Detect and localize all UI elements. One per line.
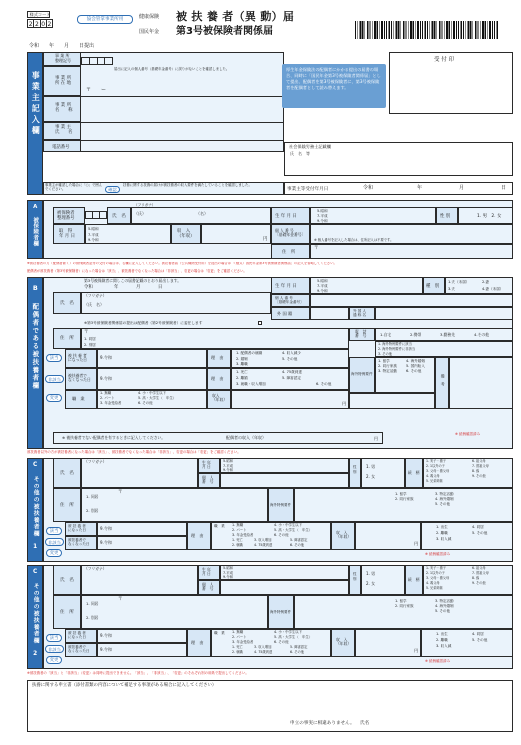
b-lost-reason-input[interactable]: 1. 死亡 2. 離婚 3. 就職・収入増加 4. 75歳到達 5. 障害認定 6. その他 bbox=[231, 368, 349, 390]
b-reason-input[interactable]: 1. 配偶者の就職 2. 婚姻 3. 離職 4. 収入減少 5. その他 bbox=[231, 349, 349, 368]
c1-address-label: 住 所 bbox=[53, 488, 81, 522]
c2-birth-input[interactable]: 5.昭和 7.平成 9.令和 bbox=[220, 565, 349, 580]
b-birth-input[interactable]: 5.昭和 7.平成 9.令和 bbox=[310, 277, 423, 294]
c1-confirm-mark: ※ 続柄確認済み bbox=[425, 552, 451, 556]
b-lost-label: 被扶養者で なくなった日 bbox=[65, 368, 97, 390]
c1-became-label: 被 扶 養 者 になった日 bbox=[65, 522, 97, 536]
a-sex-label: 性 別 bbox=[436, 207, 458, 224]
c2-overseas-input[interactable]: 1. 留学 2. 同行家族 3. 特定活動 4. 海外婚姻 5. その他 bbox=[294, 595, 513, 629]
c2-lost-date[interactable]: 9.令和 bbox=[97, 643, 187, 657]
c2-became-label: 被 扶 養 者 になった日 bbox=[65, 629, 97, 643]
b-occupation-input[interactable]: 1. 無職 2. パート 3. 年金受給者 4. 小・中学生以下 5. 高・大学生（ 年生） 6. その他 bbox=[97, 390, 207, 409]
c2-lost-label: 被扶養者で なくなった日 bbox=[65, 643, 97, 657]
a-income-label: 収 入 （年収） bbox=[171, 224, 201, 244]
phone-label: 電話番号 bbox=[43, 140, 81, 152]
b-confirm-mark: ※ 続柄確認済み bbox=[455, 432, 481, 436]
insurance-label-health: 健康保険 bbox=[139, 14, 160, 20]
office-address-postal: 〒 ー bbox=[86, 87, 107, 93]
office-label: 協会管掌事業所用 bbox=[77, 15, 133, 24]
c1-birth-input[interactable]: 5.昭和 7.平成 9.令和 bbox=[220, 458, 349, 473]
office-number-label: 事 業 所 整理記号 bbox=[43, 52, 81, 66]
c1-income-label: 収 入 （年収） bbox=[331, 522, 355, 550]
b-lost-reason-label: 理 由 bbox=[207, 368, 231, 390]
warning-3: 被扶養者以外の方が被扶養者になった場合は「該当」、被扶養者でなくなった場合は「非該当」、変更の場合は「変更」をご確認ください。 bbox=[27, 450, 241, 454]
a-income-input[interactable]: 円 bbox=[201, 224, 271, 244]
c1-sex-label: 性 別 bbox=[349, 458, 361, 488]
c1-income-input[interactable]: 円 bbox=[355, 522, 421, 550]
b-overseas-reason-input[interactable]: 1. 海外特例要件に該当 2. 海外特例要件に非該当 3. その他 bbox=[375, 341, 513, 357]
b-foreign-name-input[interactable] bbox=[375, 307, 513, 320]
form-code-digit: 2 bbox=[28, 21, 33, 28]
b-became-date[interactable]: 9.令和 bbox=[97, 349, 207, 368]
a-personal-no-input[interactable]: ※ 個人番号を記入した場合は、住所記入は不要です。 bbox=[310, 224, 513, 244]
form-code-label: 様式コード bbox=[27, 11, 50, 18]
b-income-input[interactable]: 円 bbox=[231, 390, 349, 409]
c2-personal-no-input[interactable] bbox=[220, 580, 349, 595]
c1-occupation-box[interactable]: 職 業 1. 無職 2. パート 3. 年金受給者 4. 小・中学生以下 5. 高・大学生（ 年生） 6. その他 1. 死亡 2. 就職 3. 収入増加 4. 75歳到達 5. 障害認定 6. その他 bbox=[211, 522, 331, 550]
c2-personal-no-label: 個 人 番 号 bbox=[198, 580, 220, 595]
a-sex-input[interactable]: 1. 男 2. 女 bbox=[458, 207, 513, 224]
a-insured-no-input[interactable] bbox=[85, 211, 107, 219]
b-remarks-label: 備 考 bbox=[435, 357, 449, 409]
form-code-digits bbox=[27, 19, 53, 28]
b-personal-no-input[interactable] bbox=[310, 294, 513, 307]
c1-birth-label: 生 年 月 日 bbox=[198, 458, 220, 473]
c1-address-input[interactable]: 1. 同居 2. 別居 〒 bbox=[81, 488, 268, 522]
confirm-oval[interactable]: 確認 bbox=[105, 186, 120, 193]
office-name-label: 事 業 所 名 称 bbox=[43, 96, 81, 122]
c2-relation-label: 続 柄 bbox=[405, 565, 423, 595]
form-code-digit: 0 bbox=[41, 21, 46, 28]
c2-status-change[interactable]: 変更 bbox=[46, 656, 62, 664]
c2-status-not-applicable[interactable]: 非該当 bbox=[45, 645, 64, 653]
a-insured-no-label: 被保険者 整理番号 bbox=[53, 207, 85, 224]
section-c1-tab: C その他の被扶養者欄 1 bbox=[27, 458, 43, 562]
c2-became-date[interactable]: 9.令和 bbox=[97, 629, 187, 643]
a-personal-no-label: 個 人 番 号 〔基礎年金番号〕 bbox=[271, 224, 310, 244]
sharoushi-box: 社会保険労務士記載欄 氏 名 等 bbox=[284, 142, 513, 176]
confirm-row: 事業主が確認した場合に「○」で囲んでください。 確認 扶養に関する扶養の届けが被扶養者の収入要件を満たしていることを確認しました。 bbox=[43, 182, 284, 195]
c2-address-label: 住 所 bbox=[53, 595, 81, 629]
title-line-1: 被 扶 養 者（異 動）届 bbox=[176, 10, 295, 23]
b-occupation-label: 職 業 bbox=[65, 390, 97, 409]
b-overseas-label: 海外特例要件 bbox=[349, 357, 375, 393]
c1-name-label: 氏 名 bbox=[53, 458, 81, 488]
c2-income-label: 収 入 （年収） bbox=[331, 629, 355, 657]
form-code-digit: 2 bbox=[34, 21, 39, 28]
b-became-label: 被 扶 養 者 になった日 bbox=[65, 349, 97, 368]
b-birth-label: 生 年 月 日 bbox=[271, 277, 310, 294]
c2-address-input[interactable]: 1. 同居 2. 別居 〒 bbox=[81, 595, 268, 629]
c1-lost-label: 被扶養者で なくなった日 bbox=[65, 536, 97, 550]
c1-reason-input[interactable]: 1. 出生 2. 離職 3. 収入減 4. 同居 5. その他 bbox=[421, 522, 513, 550]
receipt-date-row: 事業主等受付年月日 令和 年 月 日 bbox=[284, 182, 513, 195]
insurance-label-pension: 国民年金 bbox=[139, 29, 160, 35]
c1-status-change[interactable]: 変更 bbox=[46, 549, 62, 557]
warning-2: 配偶者が被扶養者（第3号被保険者）になった場合は「該当」、被扶養者でなくなった場合は「非該当」、変更の場合は「変更」をご確認ください。 bbox=[27, 269, 247, 273]
a-address-input[interactable]: 〒 bbox=[310, 244, 513, 259]
b-foreign-label: 外 国 籍 bbox=[271, 307, 310, 320]
my-number-note: 届出に記入の個人番号（基礎年金番号）に誤りがないことを確認しました。 bbox=[114, 67, 230, 71]
a-birth-label: 生 年 月 日 bbox=[271, 207, 310, 224]
b-status-applicable[interactable]: 該当 bbox=[46, 354, 62, 362]
statement-box[interactable]: 扶養に関する申立書（添付書類の内容について補足する事項がある場合に記入してください） 申立の事実に相違ありません。 氏名 bbox=[27, 680, 513, 732]
c1-personal-no-input[interactable] bbox=[220, 473, 349, 488]
c1-status-applicable[interactable]: 該当 bbox=[46, 527, 62, 535]
b-name-input[interactable]: （フリガナ） （氏 名） bbox=[81, 292, 271, 314]
spouse-notice: 厚生年金保険法の配偶者にかかる提出の届書の場合、同時に「国民年金第3号被保険者関係届」として提出、配偶者を第3号被保険者に、第3号被保険者を配偶者として読み替えます。 bbox=[282, 64, 386, 108]
c1-became-date[interactable]: 9.令和 bbox=[97, 522, 187, 536]
b-phone-input[interactable]: 1.自宅 2.携帯 3.勤務先 4.その他 bbox=[375, 328, 513, 341]
b-lost-date[interactable]: 9.令和 bbox=[97, 368, 207, 390]
section-b-tab: B 配偶者である被扶養者欄 bbox=[27, 277, 43, 449]
c1-lost-date[interactable]: 9.令和 bbox=[97, 536, 187, 550]
c2-sex-label: 性 別 bbox=[349, 565, 361, 595]
b-address-label: 住 所 bbox=[53, 328, 81, 349]
c2-overseas-label: 海外特例要件 bbox=[268, 595, 294, 629]
section-c2-tab: C その他の被扶養者欄 2 bbox=[27, 565, 43, 669]
a-acquire-input[interactable]: 5.昭和 7.平成 9.令和 bbox=[85, 224, 171, 244]
b-address-input[interactable]: 〒 1. 同居 2. 別居 bbox=[81, 328, 349, 349]
b-status-change[interactable]: 変更 bbox=[46, 394, 62, 402]
c2-sex-input[interactable]: 1. 男 2. 女 bbox=[361, 565, 405, 595]
a-name-label: 氏 名 bbox=[107, 207, 131, 224]
a-birth-input[interactable]: 5.昭和 7.平成 9.令和 bbox=[310, 207, 436, 224]
employer-section-tab: 事業主記入欄 bbox=[27, 52, 43, 195]
b-income-label: 収入 （年収） bbox=[207, 390, 231, 409]
c2-name-label: 氏 名 bbox=[53, 565, 81, 595]
c2-birth-label: 生 年 月 日 bbox=[198, 565, 220, 580]
b-phone-label: 電 話 番 号 bbox=[349, 328, 375, 341]
barcode bbox=[355, 21, 499, 39]
receipt-stamp-box bbox=[389, 52, 513, 114]
c2-reason-label: 理 由 bbox=[187, 629, 211, 657]
b-reason-label: 理 由 bbox=[207, 349, 231, 368]
warning-1: ※被扶養者の方（配偶者除く）の被保険者証等の交付の場合は、右欄に記入してください。被扶養者届（公共機関受付用）を提出の場合は「（様式）国民年金第3号被保険者関係届」の記入を省略してください。 bbox=[27, 262, 337, 265]
c2-status-applicable[interactable]: 該当 bbox=[46, 634, 62, 642]
b-overseas-input[interactable]: 1. 留学 2. 同行家族 3. 特定活動 4. 海外婚姻 5. 国内転入 6. その他 bbox=[375, 357, 435, 393]
b-foreign-name-label: 外 国 人 通 称 名 bbox=[349, 307, 375, 320]
c2-confirm-mark: ※ 続柄確認済み bbox=[425, 659, 451, 663]
c2-reason-input[interactable]: 1. 出生 2. 離職 3. 収入減 4. 同居 5. その他 bbox=[421, 629, 513, 657]
title-line-2: 第3号被保険者関係届 bbox=[176, 26, 273, 37]
c2-name-input[interactable]: （フリガナ） bbox=[81, 565, 198, 595]
b-delegate-note: ※第3号被保険者関係届の提出は配偶者（第2号被保険者）に委任します bbox=[84, 321, 203, 325]
c1-sex-input[interactable]: 1. 男 2. 女 bbox=[361, 458, 405, 488]
submit-date: 令和 年 月 日提出 bbox=[29, 43, 95, 49]
c1-overseas-label: 海外特例要件 bbox=[268, 488, 294, 522]
c1-relation-label: 続 柄 bbox=[405, 458, 423, 488]
office-address-label: 事 業 所 所 在 地 bbox=[43, 66, 81, 96]
b-foreign-input[interactable] bbox=[310, 307, 349, 320]
owner-name-label: 事 業 主 氏 名 bbox=[43, 122, 81, 140]
c2-income-input[interactable]: 円 bbox=[355, 629, 421, 657]
office-address-input[interactable] bbox=[81, 77, 284, 96]
receipt-label: 受 付 印 bbox=[434, 57, 454, 63]
b-footer-row: ※ 被扶養者でない配偶者を有するときに記入してください。 配偶者の収入（年収） 円 bbox=[53, 432, 383, 444]
form-code-digit: 2 bbox=[47, 21, 52, 28]
c2-relation-input[interactable]: 1. 実子・養子 2. 1以外の子 3. 父母・養父母 4. 義父母 5. 兄弟姉妹 6. 祖父母 7. 曾祖父母 8. 孫 9. その他 bbox=[423, 565, 513, 595]
b-remarks-input[interactable] bbox=[449, 357, 513, 409]
c1-status-not-applicable[interactable]: 非該当 bbox=[45, 538, 64, 546]
c1-name-input[interactable]: （フリガナ） bbox=[81, 458, 198, 488]
b-kind-label: 種 別 bbox=[423, 277, 445, 294]
warning-4: ※被扶養者の「該当」と「非該当」（変更）は同時に提出できません。「該当」、「非該当」、「変更」のそれぞれ別の用紙で提出してください。 bbox=[27, 671, 249, 675]
c1-reason-label: 理 由 bbox=[187, 522, 211, 550]
b-name-label: 氏 名 bbox=[53, 292, 81, 314]
c1-personal-no-label: 個 人 番 号 bbox=[198, 473, 220, 488]
c1-overseas-input[interactable]: 1. 留学 2. 同行家族 3. 特定活動 4. 海外婚姻 5. その他 bbox=[294, 488, 513, 522]
office-number-input[interactable] bbox=[81, 57, 113, 65]
c2-occupation-box[interactable]: 職 業 1. 無職 2. パート 3. 年金受給者 4. 小・中学生以下 5. 高・大学生（ 年生） 6. その他 1. 死亡 2. 就職 3. 収入増加 4. 75歳到達 5. 障害認定 6. その他 bbox=[211, 629, 331, 657]
b-status-not-applicable[interactable]: 非該当 bbox=[45, 375, 64, 383]
a-acquire-label: 取 得 年 月 日 bbox=[53, 224, 85, 244]
b-overseas-row-2[interactable] bbox=[349, 393, 435, 409]
b-delegate-checkbox[interactable] bbox=[258, 321, 262, 325]
section-a-tab: A 被保険者欄 bbox=[27, 200, 43, 259]
a-name-input[interactable] bbox=[131, 207, 271, 224]
c1-relation-input[interactable]: 1. 実子・養子 2. 1以外の子 3. 父母・養父母 4. 義父母 5. 兄弟姉妹 6. 祖父母 7. 曾祖父母 8. 孫 9. その他 bbox=[423, 458, 513, 488]
b-personal-no-label: 個 人 番 号 〔基礎年金番号〕 bbox=[271, 294, 310, 307]
a-address-label: 住 所 bbox=[271, 244, 310, 259]
b-kind-input[interactable]: 1.夫（未届） 2.妻 3.夫 4.妻（未届） bbox=[445, 277, 513, 294]
